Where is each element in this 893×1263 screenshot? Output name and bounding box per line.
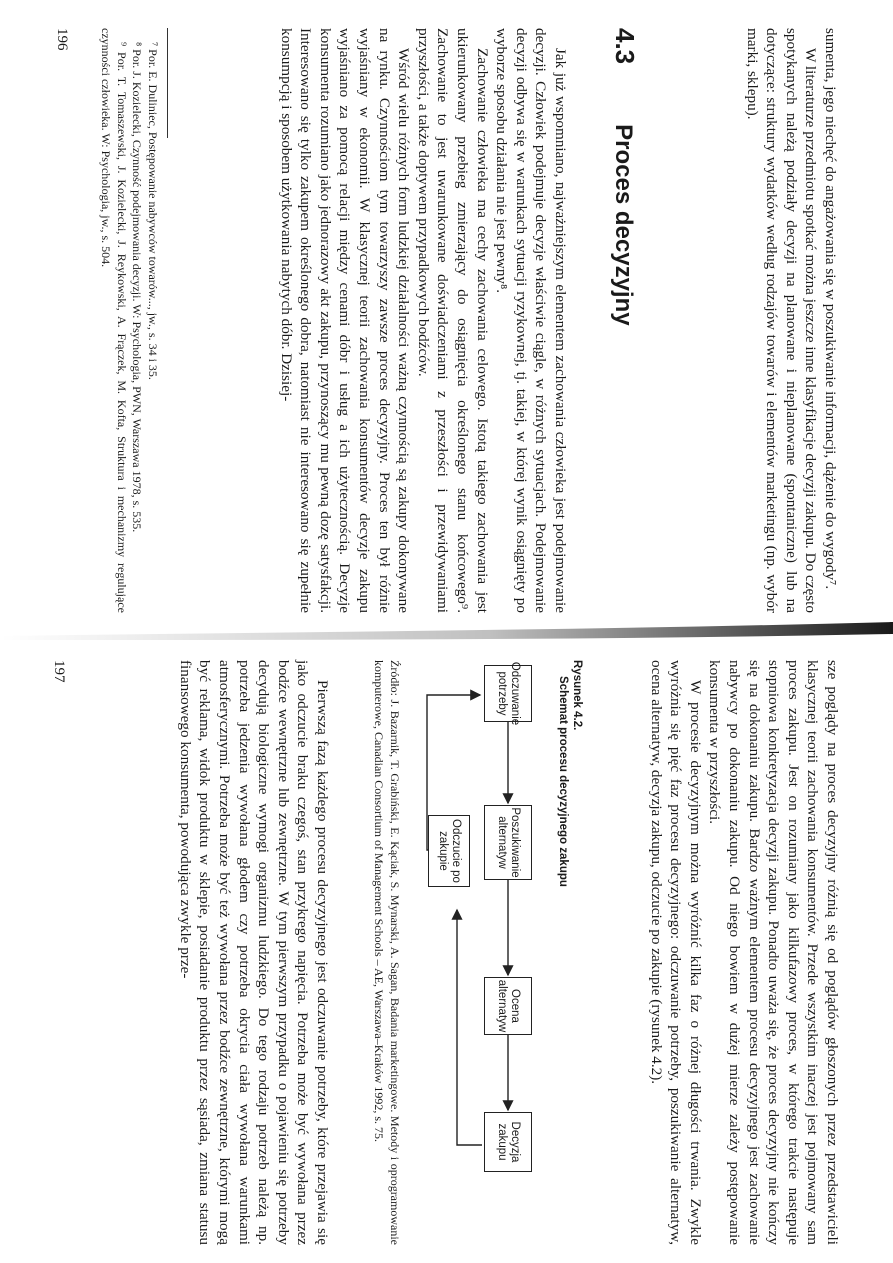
section-title: Proces decyzyjny [610,124,637,326]
figure-label: Rysunek 4.2. [571,660,583,731]
box-ocena-alternatyw: Ocena alternatyw [484,977,532,1035]
box-poszukiwanie-alternatyw: Poszukiwanie alternatyw [484,805,532,880]
body-paragraph-2: Zachowanie człowieka ma cechy zachowania celowego. Istotą takiego zachowania jest ukierunkowany przebieg zmierzający do osiągnięcia określonego stanu końcowego⁹. Zachowanie to jest uwarunkowane doświadczeniami z przeszłości i przewidywaniami przyszłości, a także doptywem przypadkowych bodźców. [414,28,491,613]
body-paragraph-1: Jak już wspomniano, najważniejszym elementem zachowania człowieka jest podejmowanie decyzji. Człowiek podejmuje decyzje właściwie ciągle, w różnych sytuacjach. Podejmowanie decyzji odbywa się w warunkach sytuacji ryzykownej, tj. takiej, w której wynik osiągnięty po wyborze sposobu działania nie jest pewny⁸. [493,28,569,613]
figure-caption [556,660,584,1245]
right-page [22,650,842,1250]
right-page-top-text [646,660,842,1245]
process-diagram [412,660,552,1245]
right-paragraph-1: sze poglądy na proces decyzyjny różnią się od poglądów głoszonych przez przedstawicieli klasycznej teorii zachowania konsumentów. Przede wszystkim inaczej jest pojmowany sam proces zakupu. Jest on rozumiany jako kilkufazowy proces, w którego trakcie następuje stopniowa konkretyzacja decyzji zakupu. Ponadto uważa się, że proces decyzyjny nie kończy się na dokonaniu zakupu. Bardzo ważnym elementem procesu decyzyjnego jest zachowanie nabywcy po dokonaniu zakupu. Od niego bowiem w dużej mierze zależy postępowanie konsumenta w przyszłości. [706,660,841,1245]
section-heading [609,28,640,326]
right-paragraph-3: Pierwszą fazą każdego procesu decyzyjnego jest odczuwanie potrzeby, które przejawia się jako odczucie braku czegoś, stan przykrego napięcia. Potrzeba może być wywołana przez bodźce wewnętrzne lub zewnętrzne. W tym pierwszym przypadku o pojawieniu się potrzeby decydują biologiczne wymogi organizmu ludzkiego. Do tego rodzaju potrzeb należą np. potrzeba jedzenia wywołana głodem czy potrzeba okrycia ciała wywołana warunkami atmosferycznymi. Potrzeba może być też wywołana przez bodźce zewnętrzne, którymi mogą być reklama, widok produktu w sklepie, posiadanie produktu przez sąsiada, zmiana statusu finansowego konsumenta, powodująca zwykle prze- [176,660,331,1245]
continuation-paragraph: sumenta, jego niechęć do angażowania się w poszukiwanie informacji, dążenie do wygody⁷. [822,28,839,590]
left-page-top-text [742,28,840,613]
footnote-7: ⁷ Por. E. Duliniec, Postępowanie nabywców towarów..., jw., s. 34 i 35. [146,42,160,380]
footnote-9: ⁹ Por. T. Tomaszewski, J. Kozielecki, J. Reykowski, A. Frączek, M. Kofta, Struktura i mechanizmy regulujące czynności człowieka. W: Psychologia, jw., s. 504. [99,28,129,613]
section-number: 4.3 [610,28,640,65]
footnote-rule [167,28,168,138]
page-number-left: 196 [54,28,70,51]
right-page-body [175,660,332,1245]
right-paragraph-2: W procesie decyzyjnym można wyróżnić kilka faz o różnej długości trwania. Zwykle wyróżnia się pięć faz procesu decyzyjnego: odczuwanie potrzeby, poszukiwanie alternatyw, ocena alternatyw, decyzja zakupu, odczucie po zakupie (rysunek 4.2). [647,660,704,1245]
figure-source: Źródło: J. Bazarnik, T. Grabiński, E. Kąciak, S. Mynarski, A. Sagan, Badania marketingowe. Metody i oprogramowanie komputerowe, Canadian Consortium of Management Schools – AE, Warszawa–Kraków 1992, s. 75. [372,660,402,1245]
footnotes [98,28,160,613]
left-page-body [276,28,570,613]
page-number-right: 197 [51,660,67,683]
classification-paragraph: W literaturze przedmiotu spotkać można jeszcze inne klasyfikacje decyzji zakupu. Do często spotykanych należą podziały decyzji na planowane i nieplanowane (spontaniczne) lub na dotyczące: struktury wydatków według rodzajów towarów i elementów marketingu (np. wybór marki, sklepu). [743,28,820,613]
body-paragraph-3: Wśród wielu różnych form ludzkiej działalności ważną czynnością są zakupy dokonywane na rynku. Czynnościom tym towarzyszy zawsze proces decyzyjny. Proces ten był różnie wyjaśniany w ekonomii. W klasycznej teorii zachowania konsumentów decyzje zakupu wyjaśniano za pomocą relacji między cenami dóbr i usług a ich użytecznością. Decyzje konsumenta rozumiano jako jednorazowy akt zakupu, przynoszący mu pewną dozę satysfakcji. Interesowano się tylko zakupem określonego dobra, natomiast nie interesowano się zupełnie konsumpcją i sposobem użytkowania nabytych dóbr. Dzisiej- [277,28,413,613]
box-odczuwanie-potrzeby: Odczuwanie potrzeby [484,665,532,722]
box-odczucie-po-zakupie: Odczucie po zakupie [428,815,470,887]
footnote-8: ⁸ Por. J. Kozielecki, Czynność podejmowania decyzji. W: Psychologia, PWN, Warszawa 1978, s. 535. [130,42,145,533]
box-decyzja-zakupu: Decyzja zakupu [484,1112,532,1172]
left-page [20,8,840,613]
figure-title: Schemat procesu decyzyjnego zakupu [557,676,569,887]
